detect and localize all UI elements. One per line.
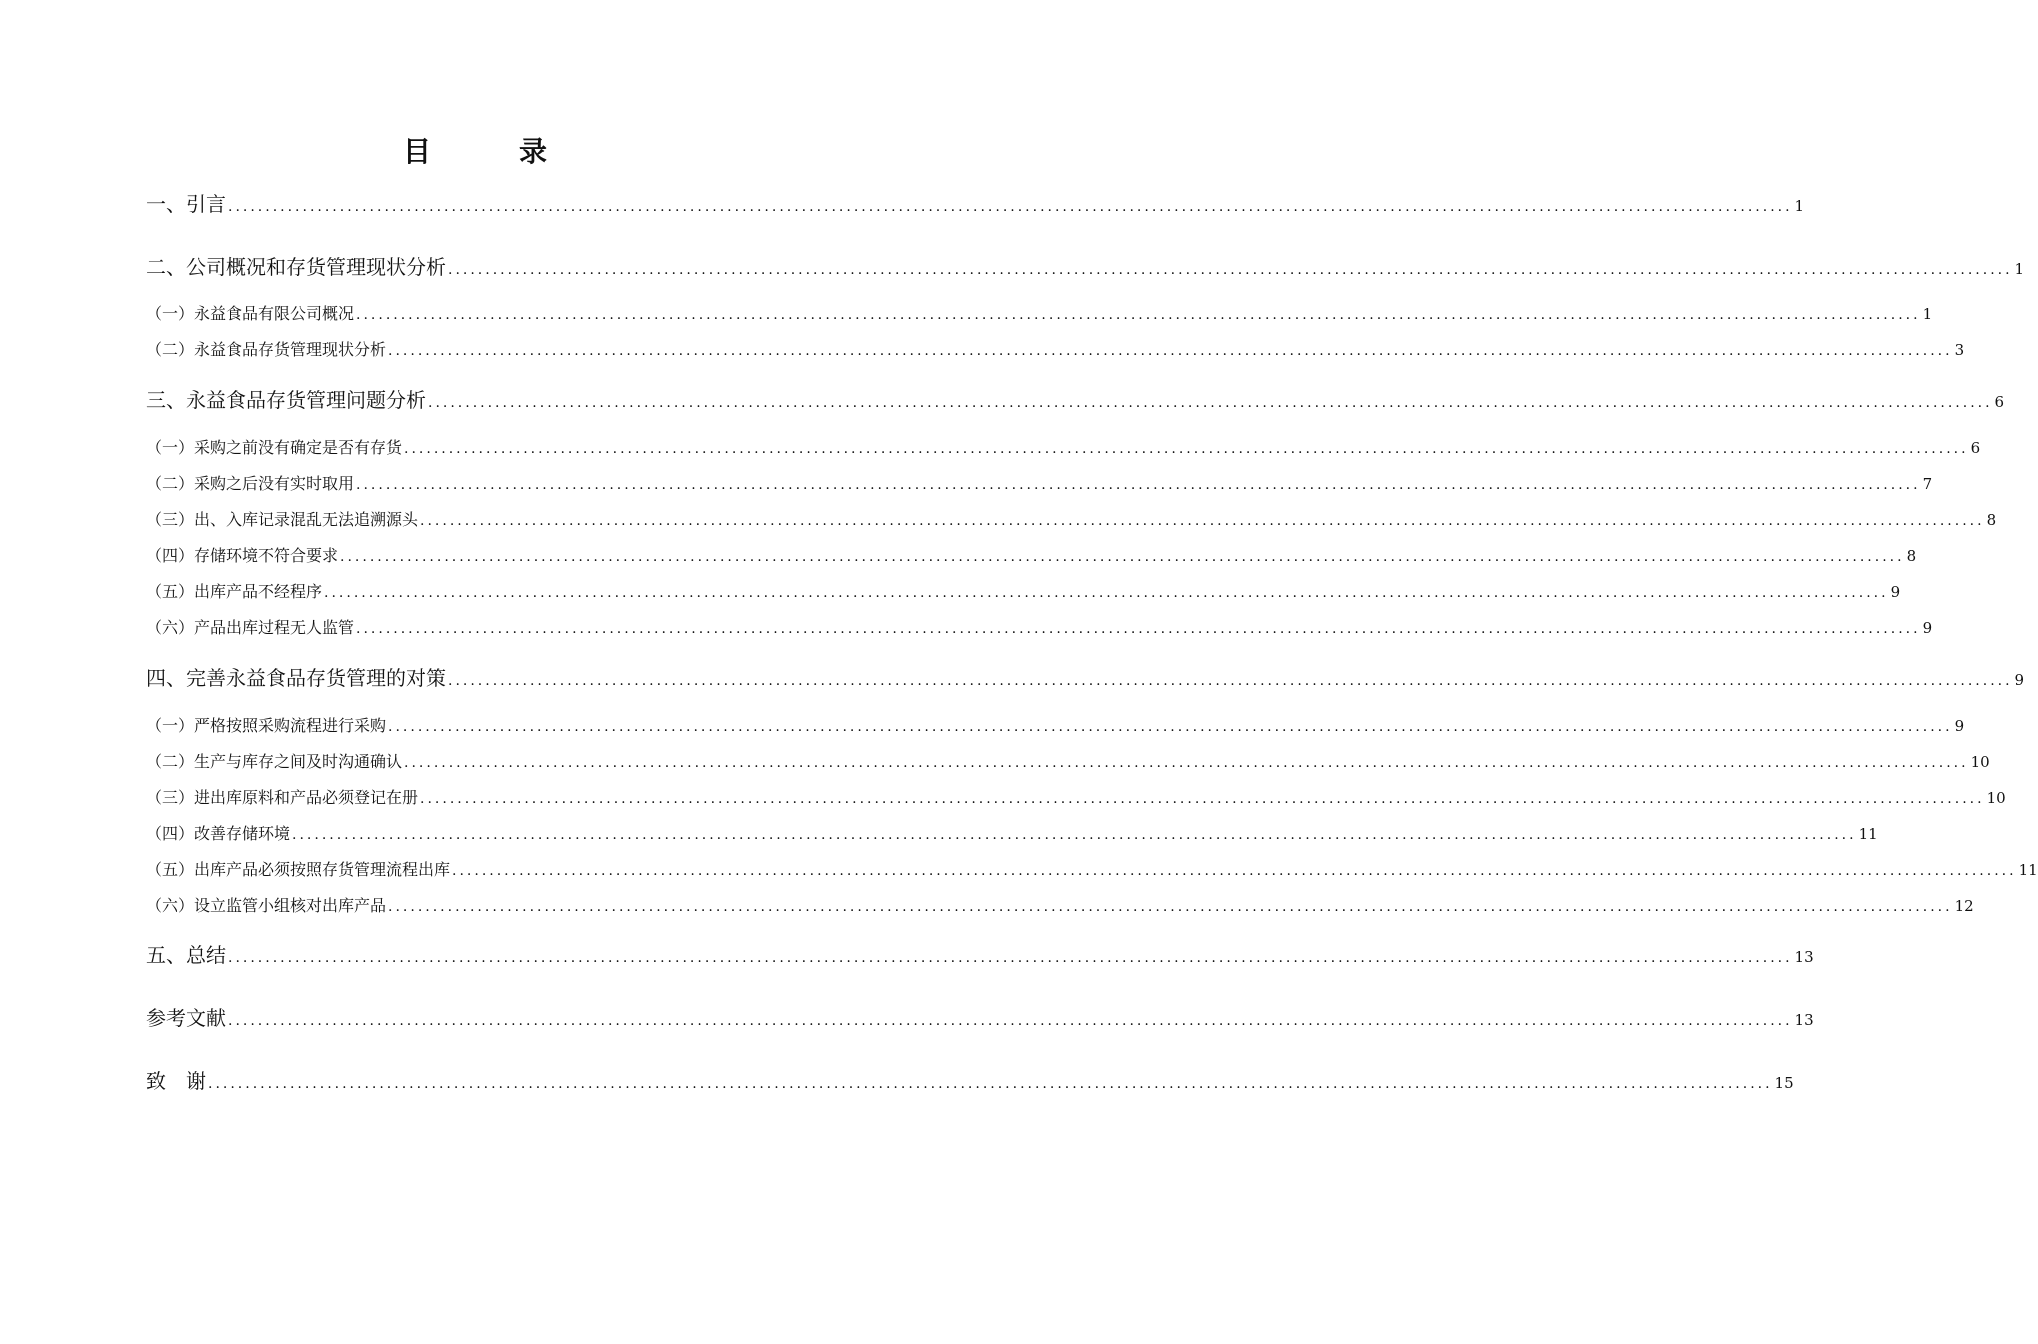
dot-leader: ..................................................................................................................................................................................................................	[448, 673, 2013, 689]
toc-entry-page: 6	[1970, 439, 1981, 457]
dot-leader: ..................................................................................................................................................................................................................	[324, 585, 1889, 601]
toc-entry-label: （四）改善存储环境	[146, 824, 291, 843]
toc-subentry-4-2[interactable]	[146, 749, 1990, 775]
toc-entry-label: （二）永益食品存货管理现状分析	[146, 340, 387, 359]
toc-entry-label: 三、永益食品存货管理问题分析	[146, 388, 426, 412]
toc-entry-page: 13	[1794, 948, 1814, 966]
toc-subentry-3-6[interactable]	[146, 615, 1933, 641]
toc-entry-label: （四）存储环境不符合要求	[146, 546, 339, 565]
dot-leader: ..................................................................................................................................................................................................................	[388, 899, 1953, 915]
toc-entry-label: （六）产品出库过程无人监管	[146, 618, 355, 637]
toc-entry-company-overview[interactable]	[146, 251, 2025, 281]
dot-leader: ..................................................................................................................................................................................................................	[228, 950, 1793, 966]
toc-subentry-3-3[interactable]	[146, 507, 1997, 533]
toc-entry-label: （三）进出库原料和产品必须登记在册	[146, 788, 419, 807]
dot-leader: ..................................................................................................................................................................................................................	[388, 719, 1953, 735]
toc-entry-introduction[interactable]	[146, 188, 1805, 218]
toc-subentry-3-4[interactable]	[146, 543, 1917, 569]
toc-entry-label: 五、总结	[146, 943, 226, 967]
toc-entry-label: 致 谢	[146, 1069, 206, 1093]
dot-leader: ..................................................................................................................................................................................................................	[356, 477, 1921, 493]
toc-entry-page: 1	[2014, 260, 2025, 278]
toc-entry-page: 11	[2018, 861, 2038, 879]
toc-entry-label: （一）采购之前没有确定是否有存货	[146, 438, 403, 457]
toc-entry-page: 12	[1954, 897, 1974, 915]
toc-entry-page: 13	[1794, 1011, 1814, 1029]
toc-entry-page: 11	[1858, 825, 1878, 843]
dot-leader: ..................................................................................................................................................................................................................	[388, 343, 1953, 359]
dot-leader: ..................................................................................................................................................................................................................	[292, 827, 1857, 843]
toc-entry-page: 10	[1986, 789, 2006, 807]
toc-entry-countermeasures[interactable]	[146, 662, 2025, 692]
toc-subentry-4-1[interactable]	[146, 713, 1965, 739]
toc-entry-problem-analysis[interactable]	[146, 384, 2005, 414]
dot-leader: ..................................................................................................................................................................................................................	[340, 549, 1905, 565]
toc-entry-page: 6	[1994, 393, 2005, 411]
toc-entry-page: 1	[1922, 305, 1933, 323]
toc-subentry-2-1[interactable]	[146, 301, 1933, 327]
toc-entry-summary[interactable]	[146, 939, 1814, 969]
dot-leader: ..................................................................................................................................................................................................................	[356, 621, 1921, 637]
toc-entry-label: （二）生产与库存之间及时沟通确认	[146, 752, 403, 771]
toc-subentry-4-3[interactable]	[146, 785, 2006, 811]
dot-leader: ..................................................................................................................................................................................................................	[420, 513, 1985, 529]
toc-subentry-3-5[interactable]	[146, 579, 1901, 605]
toc-entry-label: （一）严格按照采购流程进行采购	[146, 716, 387, 735]
toc-entry-references[interactable]	[146, 1002, 1814, 1032]
dot-leader: ..................................................................................................................................................................................................................	[208, 1076, 1773, 1092]
toc-entry-label: 二、公司概况和存货管理现状分析	[146, 255, 446, 279]
toc-entry-label: 参考文献	[146, 1006, 226, 1030]
toc-entry-page: 1	[1794, 197, 1805, 215]
toc-entry-page: 9	[2014, 671, 2025, 689]
toc-subentry-3-1[interactable]	[146, 435, 1981, 461]
toc-entry-page: 3	[1954, 341, 1965, 359]
dot-leader: ..................................................................................................................................................................................................................	[228, 1013, 1793, 1029]
toc-entry-label: （六）设立监管小组核对出库产品	[146, 896, 387, 915]
dot-leader: ..................................................................................................................................................................................................................	[228, 199, 1793, 215]
toc-subentry-3-2[interactable]	[146, 471, 1933, 497]
toc-entry-page: 7	[1922, 475, 1933, 493]
toc-entry-acknowledgements[interactable]	[146, 1065, 1794, 1095]
toc-subentry-4-5[interactable]	[146, 857, 2038, 883]
toc-subentry-4-6[interactable]	[146, 893, 1974, 919]
toc-entry-label: 四、完善永益食品存货管理的对策	[146, 666, 446, 690]
toc-subentry-4-4[interactable]	[146, 821, 1878, 847]
dot-leader: ..................................................................................................................................................................................................................	[404, 755, 1969, 771]
toc-entry-label: （一）永益食品有限公司概况	[146, 304, 355, 323]
toc-entry-label: （五）出库产品必须按照存货管理流程出库	[146, 860, 451, 879]
dot-leader: ..................................................................................................................................................................................................................	[448, 262, 2013, 278]
toc-entry-page: 8	[1986, 511, 1997, 529]
dot-leader: ..................................................................................................................................................................................................................	[428, 395, 1993, 411]
toc-subentry-2-2[interactable]	[146, 337, 1965, 363]
page-title: 目 录	[402, 135, 577, 168]
toc-entry-label: （五）出库产品不经程序	[146, 582, 323, 601]
toc-entry-page: 10	[1970, 753, 1990, 771]
dot-leader: ..................................................................................................................................................................................................................	[452, 863, 2017, 879]
toc-entry-label: （三）出、入库记录混乱无法追溯源头	[146, 510, 419, 529]
toc-entry-page: 15	[1774, 1074, 1794, 1092]
dot-leader: ..................................................................................................................................................................................................................	[404, 441, 1969, 457]
toc-entry-label: 一、引言	[146, 192, 226, 216]
dot-leader: ..................................................................................................................................................................................................................	[420, 791, 1985, 807]
toc-entry-page: 9	[1922, 619, 1933, 637]
toc-entry-label: （二）采购之后没有实时取用	[146, 474, 355, 493]
toc-entry-page: 9	[1890, 583, 1901, 601]
dot-leader: ..................................................................................................................................................................................................................	[356, 307, 1921, 323]
toc-entry-page: 9	[1954, 717, 1965, 735]
toc-entry-page: 8	[1906, 547, 1917, 565]
